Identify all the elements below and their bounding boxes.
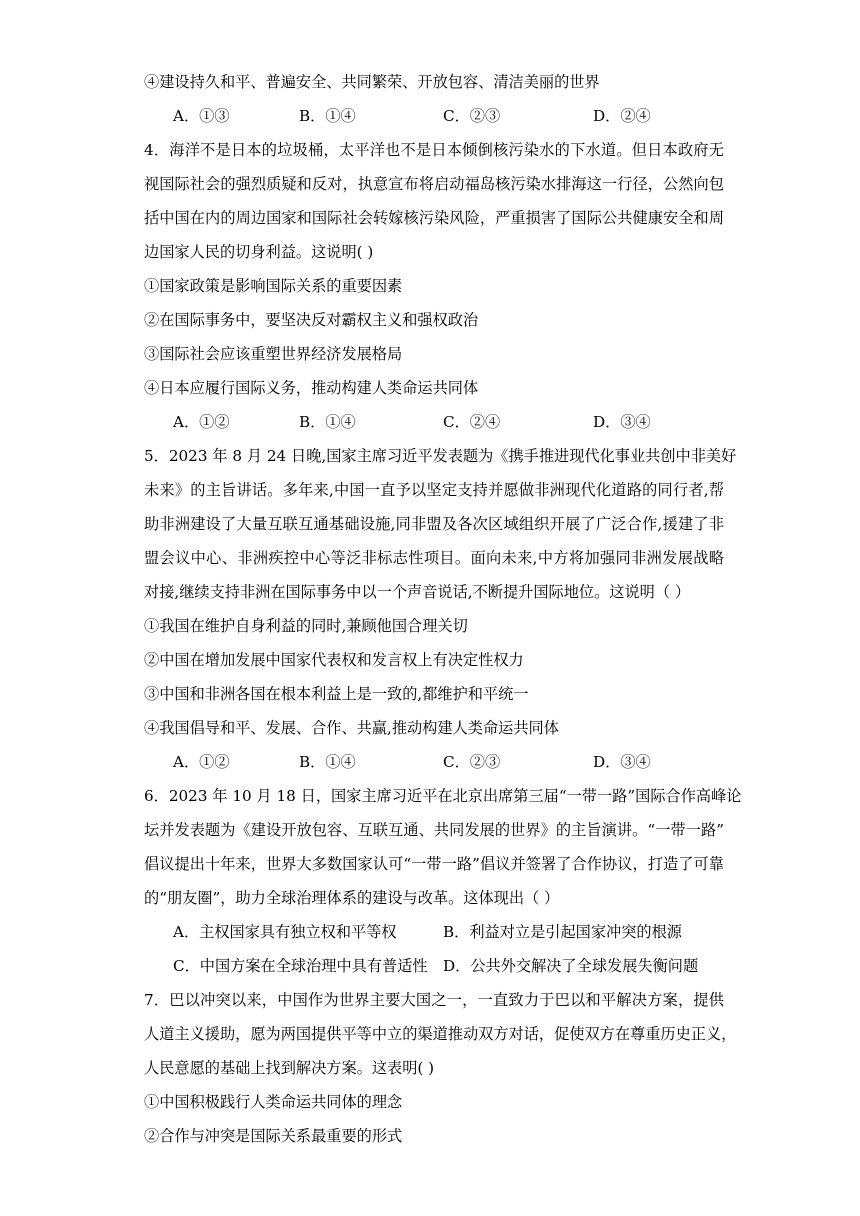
q4-option-c: C．②④ [443,413,501,431]
q6-stem-line: 坛并发表题为《建设开放包容、互联互通、共同发展的世界》的主旨演讲。“一带一路” [144,821,724,839]
q4-item: ③国际社会应该重塑世界经济发展格局 [144,345,403,363]
q4-option-d: D．③④ [593,413,651,431]
q5-stem-line: 盟会议中心、非洲疾控中心等泛非标志性项目。面向未来,中方将加强同非洲发展战略 [144,549,724,567]
q3-option-b: B．①④ [299,107,356,125]
q5-item: ③中国和非洲各国在根本利益上是一致的,都维护和平统一 [144,685,529,703]
q4-item: ④日本应履行国际义务，推动构建人类命运共同体 [144,379,479,397]
q3-option-c: C．②③ [443,107,501,125]
q5-option-a: A．①② [173,753,230,771]
q5-stem-line: 5．2023 年 8 月 24 日晚,国家主席习近平发表题为《携手推进现代化事业共创中非美好 [144,447,737,465]
q4-option-a: A．①② [173,413,230,431]
q7-item: ①中国积极践行人类命运共同体的理念 [144,1093,403,1111]
q5-stem-line: 对接,继续支持非洲在国际事务中以一个声音说话,不断提升国际地位。这说明（ ） [144,583,691,601]
q7-item: ②合作与冲突是国际关系最重要的形式 [144,1127,403,1145]
q4-stem-line: 边国家人民的切身利益。这说明( ) [144,243,374,261]
q5-item: ④我国倡导和平、发展、合作、共赢,推动构建人类命运共同体 [144,719,559,737]
q6-stem-line: 倡议提出十年来，世界大多数国家认可“一带一路”倡议并签署了合作协议，打造了可靠 [144,855,724,873]
q4-stem-line: 视国际社会的强烈质疑和反对，执意宣布将启动福岛核污染水排海这一行径，公然向包 [144,175,724,193]
q3-item-4: ④建设持久和平、普遍安全、共同繁荣、开放包容、清洁美丽的世界 [144,73,600,91]
q6-stem-line: 的“朋友圈”，助力全球治理体系的建设与改革。这体现出（ ） [144,889,560,907]
q5-item: ②中国在增加发展中国家代表权和发言权上有决定性权力 [144,651,524,669]
q4-item: ②在国际事务中，要坚决反对霸权主义和强权政治 [144,311,479,329]
q6-option-b: B．利益对立是引起国家冲突的根源 [443,923,682,941]
q7-stem-line: 人民意愿的基础上找到解决方案。这表明( ) [144,1059,435,1077]
q4-option-b: B．①④ [299,413,356,431]
q5-stem-line: 未来》的主旨讲话。多年来,中国一直予以坚定支持并愿做非洲现代化道路的同行者,帮 [144,481,724,499]
q4-stem-line: 括中国在内的周边国家和国际社会转嫁核污染风险，严重损害了国际公共健康安全和周 [144,209,724,227]
q6-option-a: A．主权国家具有独立权和平等权 [173,923,397,941]
q5-stem-line: 助非洲建设了大量互联互通基础设施,同非盟及各次区域组织开展了广泛合作,援建了非 [144,515,724,533]
q6-stem-line: 6．2023 年 10 月 18 日，国家主席习近平在北京出席第三届“一带一路”国际合作高峰论 [144,787,742,805]
q3-option-a: A．①③ [173,107,230,125]
q5-option-b: B．①④ [299,753,356,771]
q5-item: ①我国在维护自身利益的同时,兼顾他国合理关切 [144,617,468,635]
q6-option-c: C．中国方案在全球治理中具有普适性 [173,957,428,975]
q4-item: ①国家政策是影响国际关系的重要因素 [144,277,403,295]
q4-stem-line: 4．海洋不是日本的垃圾桶，太平洋也不是日本倾倒核污染水的下水道。但日本政府无 [144,141,724,159]
q5-option-d: D．③④ [593,753,651,771]
q7-stem-line: 人道主义援助，愿为两国提供平等中立的渠道推动双方对话，促使双方在尊重历史正义， [144,1025,737,1043]
q7-stem-line: 7．巴以冲突以来，中国作为世界主要大国之一，一直致力于巴以和平解决方案，提供 [144,991,724,1009]
q6-option-d: D．公共外交解决了全球发展失衡问题 [443,957,699,975]
q5-option-c: C．②③ [443,753,501,771]
q3-option-d: D．②④ [593,107,651,125]
